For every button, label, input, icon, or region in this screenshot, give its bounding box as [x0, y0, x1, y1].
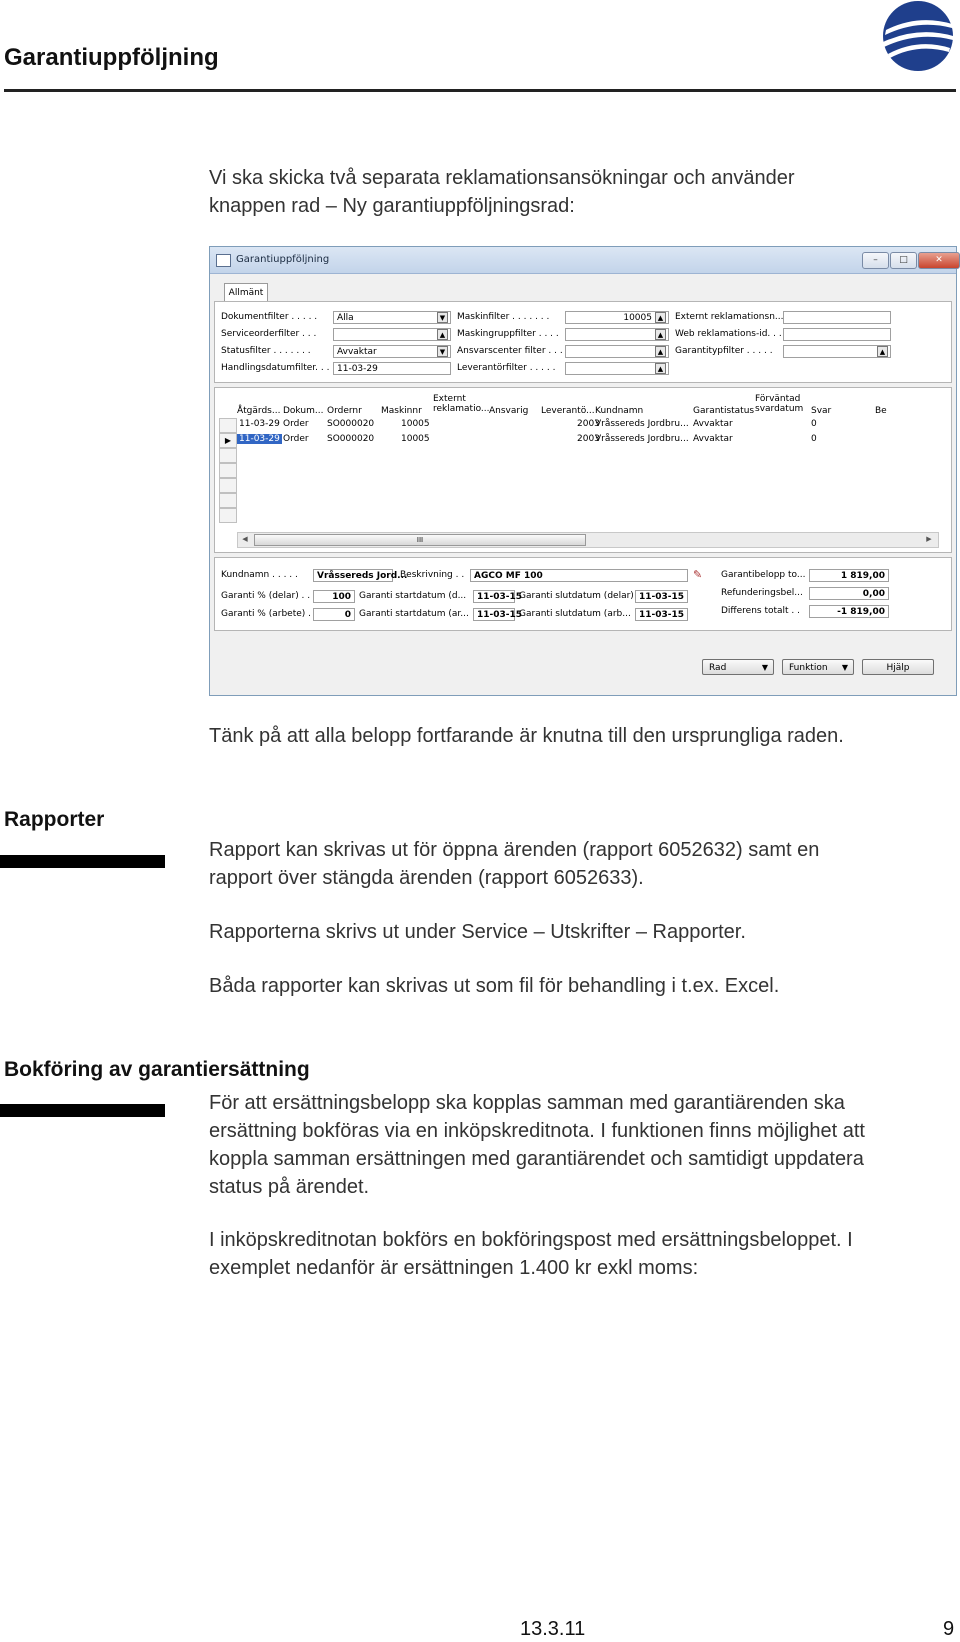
maskinfilter-field[interactable]: 10005: [565, 311, 669, 324]
row-selector[interactable]: [219, 463, 237, 478]
column-header[interactable]: Maskinnr: [381, 406, 422, 416]
rapporter-paragraph-1: Rapport kan skrivas ut för öppna ärenden (rapport 6052632) samt en rapport över stängda ärenden (rapport 6052633).: [209, 839, 820, 889]
column-header[interactable]: Dokum...: [283, 406, 324, 416]
ansvarscenterfilter-field[interactable]: [565, 345, 669, 358]
row-selector[interactable]: [219, 508, 237, 523]
row-selector[interactable]: [219, 478, 237, 493]
handlingsdatumfilter-field[interactable]: 11-03-29: [333, 362, 451, 375]
leverantorfilter-field[interactable]: [565, 362, 669, 375]
bokforing-paragraph-1: För att ersättningsbelopp ska kopplas samman med garantiärenden ska ersättning bokföras via en inköpskreditnota. I funktionen finns möjlighet att koppla samman ersättningen med garantiärendet och samtidigt uppdatera status på ärendet.: [209, 1092, 865, 1198]
company-logo: [880, 0, 956, 72]
column-header[interactable]: Åtgärds...: [237, 406, 281, 416]
differens-totalt-field[interactable]: -1 819,00: [809, 605, 889, 618]
filter-label: Ansvarscenter filter . . .: [457, 346, 563, 356]
kundnamn-field[interactable]: Vråssereds Jord...: [313, 569, 393, 582]
row-selector[interactable]: ▶: [219, 433, 237, 448]
dokumentfilter-field[interactable]: Alla: [333, 311, 451, 324]
filter-panel: [214, 301, 952, 383]
serviceorderfilter-field[interactable]: [333, 328, 451, 341]
garanti-slutdatum-delar-field[interactable]: 11-03-15: [635, 590, 688, 603]
column-header[interactable]: Leverantö...: [541, 406, 595, 416]
row-selector[interactable]: [219, 448, 237, 463]
section-heading-rapporter: Rapporter: [4, 808, 105, 831]
hjalp-button[interactable]: Hjälp: [862, 659, 934, 675]
detail-label: Garanti startdatum (ar...: [359, 609, 469, 619]
filter-label: Maskingruppfilter . . . .: [457, 329, 559, 339]
detail-label: Garanti slutdatum (arb...: [519, 609, 631, 619]
column-header[interactable]: Be: [875, 406, 887, 416]
lookup-icon[interactable]: ▲: [655, 312, 666, 323]
garanti-startdatum-delar-field[interactable]: 11-03-15: [473, 590, 515, 603]
rapporter-paragraph-2: Rapporterna skrivs ut under Service – Utskrifter – Rapporter.: [209, 921, 746, 943]
detail-label: Kundnamn . . . . .: [221, 570, 298, 580]
column-header[interactable]: Kundnamn: [595, 406, 644, 416]
filter-label: Externt reklamationsn...: [675, 312, 784, 322]
footer-date: 13.3.11: [520, 1618, 586, 1640]
beskrivning-field[interactable]: AGCO MF 100: [470, 569, 688, 582]
intro-paragraph: Vi ska skicka två separata reklamationsansökningar och använder knappen rad – Ny garantiuppföljningsrad:: [209, 167, 795, 217]
column-header[interactable]: Förväntad svardatum: [755, 394, 804, 414]
chevron-down-icon: ▼: [761, 663, 768, 672]
lookup-icon[interactable]: ▲: [655, 329, 666, 340]
chevron-down-icon: ▼: [841, 663, 848, 672]
filter-label: Leverantörfilter . . . . .: [457, 363, 556, 373]
statusfilter-field[interactable]: Avvaktar: [333, 345, 451, 358]
minimize-button[interactable]: –: [862, 252, 889, 269]
maskingruppfilter-field[interactable]: [565, 328, 669, 341]
filter-label: Serviceorderfilter . . .: [221, 329, 317, 339]
chevron-down-icon[interactable]: ▼: [437, 346, 448, 357]
section-heading-bokforing: Bokföring av garantiersättning: [4, 1058, 310, 1081]
garanti-delar-field[interactable]: 100: [313, 590, 355, 603]
app-window: [209, 246, 957, 696]
section-bar: [0, 855, 165, 868]
row-selector[interactable]: [219, 418, 237, 433]
funktion-button[interactable]: Funktion ▼: [782, 659, 854, 675]
table-row[interactable]: 11-03-29 Order SO000020 10005 2003 Vråssereds Jordbru... Avvaktar 0: [239, 419, 817, 429]
detail-label: Garanti % (delar) . .: [221, 591, 311, 601]
detail-label: Garanti slutdatum (delar): [519, 591, 634, 601]
section-bar: [0, 1104, 165, 1117]
garanti-startdatum-arbete-field[interactable]: 11-03-15: [473, 608, 515, 621]
column-header[interactable]: Ordernr: [327, 406, 362, 416]
title-divider: [4, 89, 956, 92]
maximize-button[interactable]: □: [890, 252, 917, 269]
app-icon: [216, 254, 231, 267]
filter-label: Web reklamations-id. . .: [675, 329, 782, 339]
filter-label: Dokumentfilter . . . . .: [221, 312, 318, 322]
chevron-down-icon[interactable]: ▼: [437, 312, 448, 323]
refunderingsbelopp-field[interactable]: 0,00: [809, 587, 889, 600]
garanti-slutdatum-arbete-field[interactable]: 11-03-15: [635, 608, 688, 621]
rapporter-paragraph-3: Båda rapporter kan skrivas ut som fil för behandling i t.ex. Excel.: [209, 975, 780, 997]
rad-button[interactable]: Rad ▼: [702, 659, 774, 675]
detail-label: Garantibelopp to...: [721, 570, 806, 580]
lookup-icon[interactable]: ▲: [437, 329, 448, 340]
web-reklamations-id-field[interactable]: [783, 328, 891, 341]
lookup-icon[interactable]: ▲: [877, 346, 888, 357]
column-header[interactable]: Externt reklamatio...: [433, 394, 490, 414]
detail-label: Differens totalt . .: [721, 606, 801, 616]
lines-grid: [214, 387, 952, 553]
filter-label: Maskinfilter . . . . . . .: [457, 312, 550, 322]
page-number: 9: [943, 1618, 955, 1640]
tab-allmant[interactable]: Allmänt: [224, 283, 268, 302]
column-header[interactable]: Ansvarig: [489, 406, 529, 416]
page-title: Garantiuppföljning: [4, 44, 219, 71]
detail-label: Garanti startdatum (d...: [359, 591, 467, 601]
garantibelopp-field[interactable]: 1 819,00: [809, 569, 889, 582]
filter-label: Statusfilter . . . . . . .: [221, 346, 311, 356]
garantitypfilter-field[interactable]: [783, 345, 891, 358]
edit-pencil-icon[interactable]: ✎: [693, 568, 703, 581]
scroll-thumb[interactable]: III: [254, 534, 586, 546]
column-header[interactable]: Garantistatus: [693, 406, 755, 416]
window-titlebar: [210, 247, 956, 274]
scroll-right-icon[interactable]: ▶: [926, 535, 932, 543]
close-button[interactable]: ✕: [918, 252, 960, 269]
filter-label: Garantitypfilter . . . . .: [675, 346, 773, 356]
filter-label: Handlingsdatumfilter. . .: [221, 363, 330, 373]
detail-label: Garanti % (arbete) .: [221, 609, 311, 619]
column-header[interactable]: Svar: [811, 406, 832, 416]
bokforing-paragraph-2: I inköpskreditnotan bokförs en bokföringspost med ersättningsbeloppet. I exemplet nedanför är ersättningen 1.400 kr exkl moms:: [209, 1229, 853, 1279]
table-row[interactable]: 11-03-29 Order SO000020 10005 2003 Vråssereds Jordbru... Avvaktar 0: [239, 434, 817, 444]
horizontal-scrollbar[interactable]: [237, 532, 939, 548]
garanti-arbete-field[interactable]: 0: [313, 608, 355, 621]
lookup-icon[interactable]: ▲: [655, 363, 666, 374]
detail-label: Refunderingsbel...: [721, 588, 803, 598]
note-paragraph: Tänk på att alla belopp fortfarande är knutna till den ursprungliga raden.: [209, 725, 844, 747]
scroll-left-icon[interactable]: ◀: [242, 535, 248, 543]
details-panel: [214, 557, 952, 631]
lookup-icon[interactable]: ▲: [655, 346, 666, 357]
window-title: Garantiuppföljning: [236, 254, 330, 265]
externt-reklamationsnr-field[interactable]: [783, 311, 891, 324]
detail-label: Beskrivning . .: [400, 570, 465, 580]
row-selector[interactable]: [219, 493, 237, 508]
